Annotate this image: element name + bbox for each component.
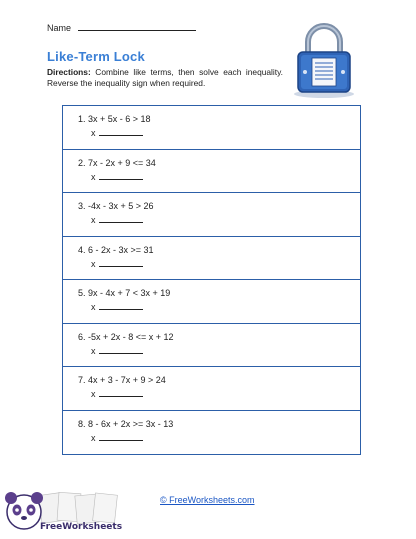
answer-blank[interactable]	[99, 433, 143, 441]
problem-item	[63, 237, 360, 281]
answer-variable: x	[91, 171, 96, 182]
answer-field	[91, 259, 143, 269]
answer-blank[interactable]	[99, 128, 143, 136]
problem-item	[63, 411, 360, 455]
answer-blank[interactable]	[99, 215, 143, 223]
problem-list	[62, 105, 361, 455]
answer-field	[91, 128, 143, 138]
answer-variable: x	[91, 432, 96, 443]
directions-text: Combine like terms, then solve each inequality. Reverse the inequality sign when required.	[47, 67, 283, 88]
answer-variable: x	[91, 302, 96, 312]
worksheet-title: Like-Term Lock	[47, 49, 145, 64]
answer-blank[interactable]	[99, 259, 143, 267]
directions-label: Directions:	[47, 67, 91, 77]
problem-expression: 7. 4x + 3 - 7x + 9 > 24	[78, 375, 166, 385]
problem-expression: 6. -5x + 2x - 8 <= x + 12	[78, 331, 174, 342]
answer-blank[interactable]	[99, 302, 143, 310]
name-label: Name	[47, 23, 72, 33]
answer-field	[91, 302, 143, 312]
problem-item	[63, 150, 360, 194]
problem-expression: 2. 7x - 2x + 9 <= 34	[78, 157, 156, 168]
name-field-row	[47, 22, 196, 33]
answer-variable: x	[91, 215, 96, 225]
directions	[47, 67, 283, 89]
footer-link[interactable]: © FreeWorksheets.com	[160, 495, 255, 505]
answer-field	[91, 389, 143, 399]
answer-variable: x	[91, 345, 96, 356]
problem-item	[63, 106, 360, 150]
padlock-illustration-icon	[288, 20, 360, 100]
answer-field	[91, 215, 143, 225]
problem-expression: 1. 3x + 5x - 6 > 18	[78, 114, 151, 124]
answer-variable: x	[91, 258, 96, 269]
answer-field	[91, 346, 143, 356]
answer-field	[91, 433, 143, 443]
problem-expression: 8. 8 - 6x + 2x >= 3x - 13	[78, 418, 174, 429]
problem-expression: 5. 9x - 4x + 7 < 3x + 19	[78, 288, 171, 298]
problem-item	[63, 324, 360, 368]
problem-expression: 3. -4x - 3x + 5 > 26	[78, 201, 154, 211]
answer-blank[interactable]	[99, 172, 143, 180]
name-input-line[interactable]	[78, 22, 196, 31]
answer-variable: x	[91, 128, 96, 138]
answer-blank[interactable]	[99, 389, 143, 397]
answer-blank[interactable]	[99, 346, 143, 354]
problem-expression: 4. 6 - 2x - 3x >= 31	[78, 244, 154, 255]
problem-item	[63, 367, 360, 411]
logo-wordmark: FreeWorksheets	[40, 522, 123, 532]
answer-field	[91, 172, 143, 182]
answer-variable: x	[91, 389, 96, 399]
problem-item	[63, 193, 360, 237]
problem-item	[63, 280, 360, 324]
